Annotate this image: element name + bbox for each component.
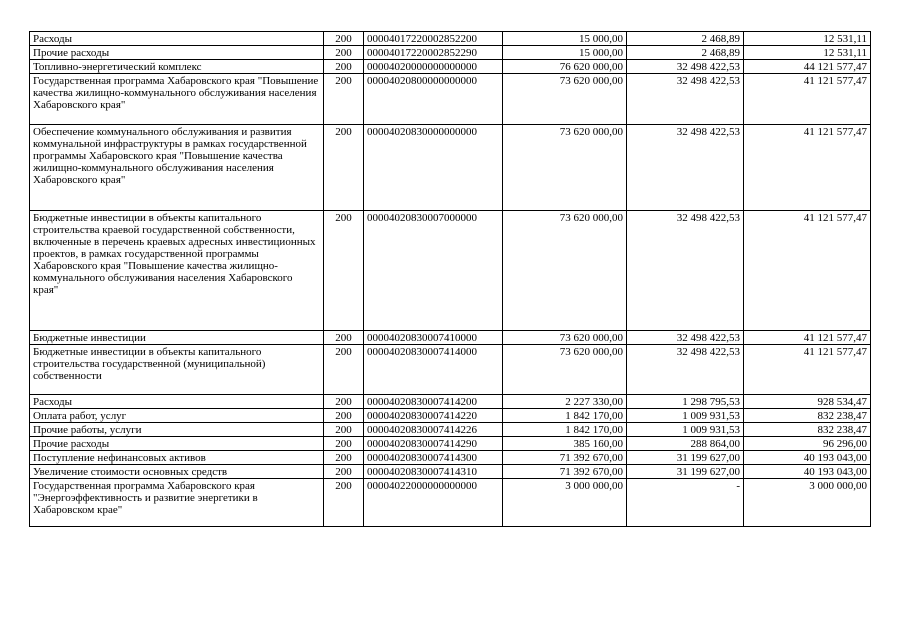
row-name: Государственная программа Хабаровского края "Повышение качества жилищно-коммунального обслуживания населения Хабаровского края" [30,74,324,125]
row-remaining: 12 531,11 [744,32,871,46]
row-executed: 32 498 422,53 [627,211,744,331]
row-executed: 32 498 422,53 [627,345,744,395]
row-approved: 2 227 330,00 [503,395,627,409]
table-row [30,345,871,395]
row-kbk: 00004020830007414290 [364,437,503,451]
row-kbk: 00004017220002852200 [364,32,503,46]
row-executed: 32 498 422,53 [627,74,744,125]
row-code: 200 [324,479,364,527]
table-row [30,331,871,345]
row-kbk: 00004020830007000000 [364,211,503,331]
table-row [30,60,871,74]
row-approved: 73 620 000,00 [503,74,627,125]
row-approved: 15 000,00 [503,46,627,60]
row-approved: 15 000,00 [503,32,627,46]
row-name: Расходы [30,32,324,46]
row-code: 200 [324,423,364,437]
row-name: Расходы [30,395,324,409]
row-code: 200 [324,60,364,74]
table-row [30,395,871,409]
row-name: Поступление нефинансовых активов [30,451,324,465]
row-kbk: 00004020830007414220 [364,409,503,423]
table-row [30,46,871,60]
row-name: Прочие расходы [30,46,324,60]
row-code: 200 [324,125,364,211]
row-approved: 76 620 000,00 [503,60,627,74]
row-approved: 1 842 170,00 [503,409,627,423]
row-kbk: 00004017220002852290 [364,46,503,60]
table-row [30,451,871,465]
row-code: 200 [324,409,364,423]
row-name: Прочие расходы [30,437,324,451]
table-row [30,211,871,331]
row-code: 200 [324,451,364,465]
row-executed: 1 009 931,53 [627,409,744,423]
row-name: Бюджетные инвестиции в объекты капитального строительства краевой государственной собственности, включенные в перечень краевых адресных инвестиционных проектов, в рамках государственной программы Хабаровского края "Повышение качества жилищно-коммунального обслуживания населения Хабаровского края" [30,211,324,331]
row-remaining: 41 121 577,47 [744,211,871,331]
row-approved: 1 842 170,00 [503,423,627,437]
row-executed: 31 199 627,00 [627,451,744,465]
row-remaining: 41 121 577,47 [744,125,871,211]
row-kbk: 00004020800000000000 [364,74,503,125]
row-name: Прочие работы, услуги [30,423,324,437]
row-remaining: 3 000 000,00 [744,479,871,527]
row-name: Топливно-энергетический комплекс [30,60,324,74]
row-code: 200 [324,395,364,409]
row-code: 200 [324,437,364,451]
table-row [30,32,871,46]
row-executed: 2 468,89 [627,46,744,60]
row-kbk: 00004020830007414200 [364,395,503,409]
row-remaining: 832 238,47 [744,409,871,423]
row-code: 200 [324,32,364,46]
row-code: 200 [324,74,364,125]
row-kbk: 00004020830007414000 [364,345,503,395]
row-executed: 288 864,00 [627,437,744,451]
row-code: 200 [324,211,364,331]
row-kbk: 00004022000000000000 [364,479,503,527]
row-executed: 32 498 422,53 [627,331,744,345]
row-name: Обеспечение коммунального обслуживания и развития коммунальной инфраструктуры в рамках государственной программы Хабаровского края "Повышение качества жилищно-коммунального обслуживания населения Хабаровского края" [30,125,324,211]
row-kbk: 00004020830000000000 [364,125,503,211]
row-remaining: 832 238,47 [744,423,871,437]
row-remaining: 928 534,47 [744,395,871,409]
row-executed: 31 199 627,00 [627,465,744,479]
row-approved: 3 000 000,00 [503,479,627,527]
table-row [30,409,871,423]
row-name: Оплата работ, услуг [30,409,324,423]
row-executed: 2 468,89 [627,32,744,46]
row-approved: 71 392 670,00 [503,465,627,479]
row-name: Государственная программа Хабаровского края "Энергоэффективность и развитие энергетики в Хабаровском крае" [30,479,324,527]
table-row [30,74,871,125]
row-name: Бюджетные инвестиции в объекты капитального строительства государственной (муниципальной) собственности [30,345,324,395]
table-row [30,437,871,451]
row-kbk: 00004020830007414226 [364,423,503,437]
table-row [30,465,871,479]
row-remaining: 41 121 577,47 [744,331,871,345]
row-executed: 32 498 422,53 [627,60,744,74]
row-kbk: 00004020000000000000 [364,60,503,74]
row-approved: 73 620 000,00 [503,211,627,331]
table-row [30,125,871,211]
row-remaining: 12 531,11 [744,46,871,60]
row-remaining: 96 296,00 [744,437,871,451]
row-code: 200 [324,46,364,60]
row-executed: 1 009 931,53 [627,423,744,437]
row-executed: - [627,479,744,527]
row-executed: 1 298 795,53 [627,395,744,409]
budget-execution-table [29,31,871,527]
row-kbk: 00004020830007414310 [364,465,503,479]
table-row [30,479,871,527]
row-kbk: 00004020830007410000 [364,331,503,345]
row-name: Бюджетные инвестиции [30,331,324,345]
row-approved: 385 160,00 [503,437,627,451]
row-approved: 73 620 000,00 [503,331,627,345]
row-approved: 73 620 000,00 [503,125,627,211]
row-remaining: 40 193 043,00 [744,451,871,465]
row-approved: 73 620 000,00 [503,345,627,395]
row-executed: 32 498 422,53 [627,125,744,211]
row-remaining: 44 121 577,47 [744,60,871,74]
table-row [30,423,871,437]
row-code: 200 [324,331,364,345]
row-approved: 71 392 670,00 [503,451,627,465]
row-remaining: 41 121 577,47 [744,74,871,125]
row-remaining: 40 193 043,00 [744,465,871,479]
row-name: Увеличение стоимости основных средств [30,465,324,479]
row-code: 200 [324,345,364,395]
row-kbk: 00004020830007414300 [364,451,503,465]
row-remaining: 41 121 577,47 [744,345,871,395]
row-code: 200 [324,465,364,479]
